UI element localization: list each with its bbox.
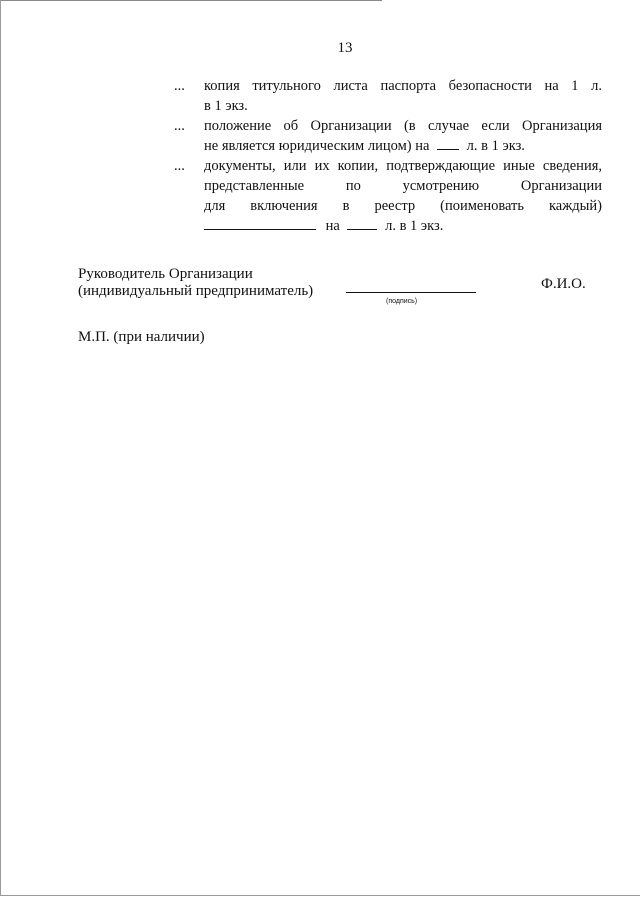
- list-bullet: ...: [174, 118, 185, 134]
- fill-in-blank: [437, 137, 459, 150]
- list-item-line: в 1 экз.: [204, 98, 248, 114]
- left-border-line: [0, 0, 1, 895]
- line-word: (поименовать: [440, 198, 524, 214]
- line-word: Организации: [520, 178, 602, 194]
- signatory-title: Руководитель Организации: [78, 266, 253, 282]
- stamp-placeholder: М.П. (при наличии): [78, 329, 205, 345]
- list-item-text: [204, 116, 602, 156]
- signatory-block: [78, 266, 313, 300]
- fill-in-blank: [204, 217, 316, 230]
- line-text: л. в 1 экз.: [385, 218, 444, 234]
- line-word: усмотрению: [402, 178, 480, 194]
- full-name-placeholder: Ф.И.О.: [541, 276, 586, 292]
- page-number: 13: [337, 40, 353, 56]
- line-text: на: [325, 218, 340, 234]
- list-item-line: [204, 196, 602, 216]
- list-item-line: [204, 216, 602, 236]
- list-item-line: [204, 176, 602, 196]
- fill-in-blank: [347, 217, 377, 230]
- list-item-line: документы, или их копии, подтверждающие иные сведения,: [204, 158, 602, 174]
- line-text: л. в 1 экз.: [466, 138, 525, 154]
- line-word: представленные: [204, 178, 305, 194]
- list-item-line: [204, 76, 602, 96]
- list-item-line: [204, 136, 602, 156]
- line-text: копия титульного листа паспорта безопасности на 1 л.: [204, 78, 602, 94]
- line-word: каждый): [548, 198, 602, 214]
- line-text: не является юридическим лицом) на: [204, 138, 430, 154]
- list-bullet: ...: [174, 78, 185, 94]
- signature-caption: (подпись): [386, 298, 418, 305]
- signatory-subtitle: (индивидуальный предприниматель): [78, 283, 314, 299]
- line-word: для: [204, 198, 226, 214]
- line-word: в: [342, 198, 350, 214]
- bottom-border-line: [0, 895, 640, 896]
- list-item-line: положение об Организации (в случае если Организация: [204, 118, 602, 134]
- list-item-text: [204, 76, 602, 116]
- line-word: включения: [250, 198, 318, 214]
- line-word: по: [345, 178, 361, 194]
- list-item-text: [204, 156, 602, 236]
- line-word: реестр: [374, 198, 416, 214]
- signature-line: [346, 292, 476, 293]
- top-border-line: [0, 0, 382, 1]
- list-bullet: ...: [174, 158, 185, 174]
